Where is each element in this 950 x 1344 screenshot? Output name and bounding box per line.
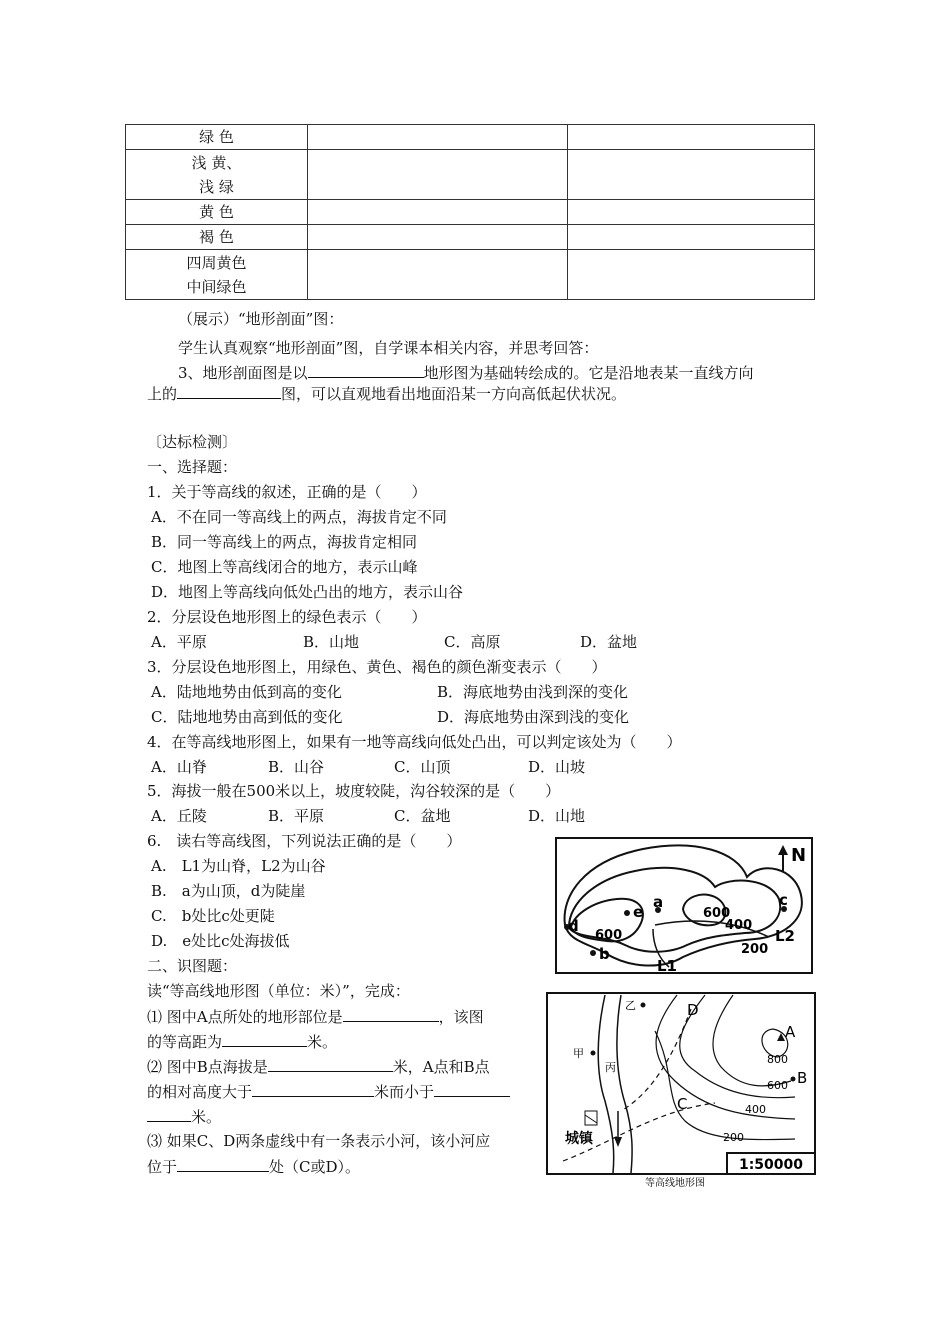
table-cell: [568, 225, 815, 250]
question-6: 6. 读右等高线图，下列说法正确的是（ ）: [147, 832, 462, 850]
option[interactable]: D．地图上等高线向低处凸出的地方，表示山谷: [151, 583, 464, 601]
answer-blank[interactable]: [222, 1029, 307, 1047]
contour-label: 200: [723, 1131, 744, 1144]
question-3: 3．分层设色地形图上，用绿色、黄色、褐色的颜色渐变表示（ ）: [147, 658, 607, 676]
option[interactable]: B．山地: [303, 633, 360, 651]
option[interactable]: B．山谷: [268, 758, 325, 776]
table-cell: 浅 黄、 浅 绿: [126, 150, 308, 200]
scale-label: 1:50000: [738, 1157, 804, 1173]
sub-question-1: ⑴ 图中A点所处的地形部位是 ，该图: [147, 1004, 484, 1030]
point-label: 乙: [625, 999, 636, 1012]
table-cell: [308, 125, 568, 150]
point-label: C: [677, 1095, 688, 1113]
answer-blank[interactable]: [268, 1054, 393, 1072]
table-cell: 褐 色: [126, 225, 308, 250]
table-cell: 黄 色: [126, 200, 308, 225]
question-2: 2．分层设色地形图上的绿色表示（ ）: [147, 608, 427, 626]
section-title: 二、识图题：: [147, 957, 238, 975]
section-title: 一、选择题：: [147, 458, 238, 476]
contour-map-1: [555, 837, 813, 974]
option[interactable]: A. L1为山脊，L2为山谷: [151, 857, 326, 875]
sub-question-3-cont: 位于 处（C或D）。: [147, 1154, 360, 1180]
table-cell: [308, 225, 568, 250]
option[interactable]: A．山脊: [151, 758, 207, 776]
profile-show: （展示）“地形剖面”图：: [178, 310, 344, 328]
option[interactable]: B．同一等高线上的两点，海拔肯定相同: [151, 533, 418, 551]
option[interactable]: A．不在同一等高线上的两点，海拔肯定不同: [151, 508, 447, 526]
l2-label: L2: [775, 927, 795, 945]
table-row: [126, 150, 815, 200]
table-cell: [568, 125, 815, 150]
question-5: 5．海拔一般在500米以上，坡度较陡，沟谷较深的是（ ）: [147, 782, 561, 800]
question-4: 4．在等高线地形图上，如果有一地等高线向低处凸出，可以判定该处为（ ）: [147, 733, 682, 751]
contour-label: 800: [767, 1053, 788, 1066]
option[interactable]: C．陆地地势由高到低的变化: [151, 708, 343, 726]
profile-q3-line2: 上的 图，可以直观地看出地面沿某一方向高低起伏状况。: [147, 381, 626, 404]
option[interactable]: D．山坡: [528, 758, 586, 776]
profile-q3-line1: 3、地形剖面图是以 地形图为基础转绘成的。它是沿地表某一直线方向: [178, 360, 754, 383]
table-row: [126, 225, 815, 250]
option[interactable]: A．丘陵: [151, 807, 207, 825]
table-row: [126, 250, 815, 300]
option[interactable]: D. e处比c处海拔低: [151, 932, 290, 950]
option[interactable]: B．海底地势由浅到深的变化: [437, 683, 629, 701]
option[interactable]: D．盆地: [580, 633, 638, 651]
table-cell: [308, 150, 568, 200]
profile-instruction: 学生认真观察“地形剖面”图，自学课本相关内容，并思考回答：: [178, 339, 599, 357]
point-label: b: [599, 945, 610, 963]
table-cell: 绿 色: [126, 125, 308, 150]
point-label: a: [653, 893, 664, 911]
table-cell: [568, 200, 815, 225]
read-instruction: 读“等高线地形图（单位：米）”，完成：: [147, 982, 410, 1000]
table-row: [126, 125, 815, 150]
option[interactable]: D．海底地势由深到浅的变化: [437, 708, 630, 726]
point-label: 甲: [573, 1047, 584, 1060]
table-cell: [308, 250, 568, 300]
option[interactable]: A．陆地地势由低到高的变化: [151, 683, 342, 701]
option[interactable]: C．盆地: [394, 807, 451, 825]
section-header: 〔达标检测〕: [147, 433, 238, 451]
point-label: D: [687, 1001, 699, 1019]
sub-question-2-cont: 的相对高度大于 米而小于: [147, 1079, 510, 1105]
table-cell: [568, 250, 815, 300]
option[interactable]: B．平原: [268, 807, 325, 825]
point-label: c: [779, 891, 788, 909]
contour-label: 600: [767, 1079, 788, 1092]
answer-blank[interactable]: [177, 1154, 269, 1172]
answer-blank[interactable]: [308, 360, 424, 378]
north-label: N: [791, 845, 807, 866]
point-b: [590, 950, 596, 956]
table-cell: 四周黄色 中间绿色: [126, 250, 308, 300]
point-label: d: [568, 917, 579, 935]
table-row: [126, 200, 815, 225]
answer-blank[interactable]: [343, 1004, 439, 1022]
point-label: 丙: [605, 1061, 616, 1074]
contour-label: 400: [745, 1103, 766, 1116]
point-label: A: [785, 1023, 796, 1041]
option[interactable]: D．山地: [528, 807, 586, 825]
town-label: 城镇: [565, 1131, 593, 1147]
point-e: [624, 910, 630, 916]
point-zi: [641, 1003, 646, 1008]
contour-map-2: [545, 991, 817, 1189]
point-jia: [591, 1051, 596, 1056]
contour-label: 600: [703, 906, 731, 921]
point-label: e: [633, 903, 644, 921]
sub-question-1-cont: 的等高距为 米。: [147, 1029, 337, 1055]
contour-label: 600: [595, 928, 623, 943]
table-cell: [568, 150, 815, 200]
contour-label: 400: [725, 918, 753, 933]
answer-blank[interactable]: [147, 1104, 191, 1122]
option[interactable]: C．山顶: [394, 758, 451, 776]
option[interactable]: C. b处比c处更陡: [151, 907, 275, 925]
contour-label: 200: [741, 942, 769, 957]
option[interactable]: A．平原: [151, 633, 207, 651]
sub-question-2-end: 米。: [147, 1104, 221, 1130]
map-caption: 等高线地形图: [645, 1178, 705, 1189]
table-cell: [308, 200, 568, 225]
l1-label: L1: [657, 957, 677, 974]
option[interactable]: C．地图上等高线闭合的地方，表示山峰: [151, 558, 418, 576]
option[interactable]: B. a为山顶，d为陡崖: [151, 882, 306, 900]
question-1: 1．关于等高线的叙述，正确的是（ ）: [147, 483, 427, 501]
sub-question-3: ⑶ 如果C、D两条虚线中有一条表示小河，该小河应: [147, 1132, 491, 1150]
color-table: [125, 124, 815, 300]
option[interactable]: C．高原: [444, 633, 501, 651]
answer-blank[interactable]: [177, 381, 281, 399]
answer-blank[interactable]: [252, 1079, 374, 1097]
answer-blank[interactable]: [434, 1079, 510, 1097]
point-b-marker: [791, 1077, 796, 1082]
sub-question-2: ⑵ 图中B点海拔是 米，A点和B点: [147, 1054, 490, 1080]
point-label: B: [797, 1069, 808, 1087]
